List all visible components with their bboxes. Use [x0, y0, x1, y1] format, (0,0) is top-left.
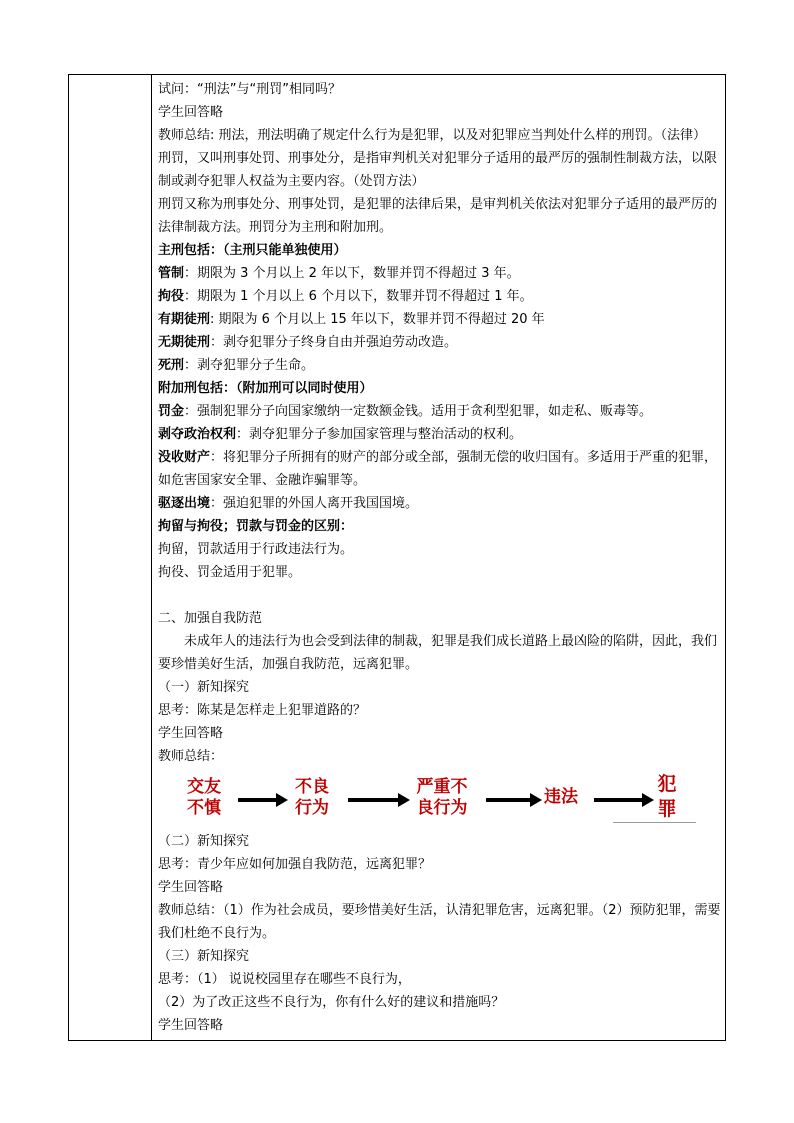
- definition: ：将犯罪分子所拥有的财产的部分或全部，强制无偿的收归国有。多适用于严重的犯罪，如危害国家安全罪、金融诈骗罪等。: [158, 450, 718, 488]
- definition-line: [158, 423, 721, 446]
- definition: ：剥夺犯罪分子生命。: [184, 358, 315, 373]
- blank-line: [158, 584, 721, 607]
- definition: ：强制犯罪分子向国家缴纳一定数额金钱。适用于贪利型犯罪，如走私、贩毒等。: [184, 404, 653, 419]
- question-line: 思考：陈某是怎样走上犯罪道路的？: [158, 703, 367, 718]
- subsection-label: （三）新知探究: [158, 949, 250, 964]
- student-answer: 学生回答略: [158, 105, 224, 120]
- subsection-label: （二）新知探究: [158, 834, 250, 849]
- student-answer: 学生回答略: [158, 726, 224, 741]
- divider: [613, 822, 696, 823]
- teacher-summary: 教师总结：: [158, 749, 224, 764]
- definition: : 期限为 6 个月以上 15 年以下，数罪并罚不得超过 20 年: [210, 312, 545, 327]
- step-label: 不良 行为: [295, 777, 329, 818]
- section-heading: 拘留与拘役；罚款与罚金的区别：: [158, 519, 354, 534]
- definition-line: [158, 308, 721, 331]
- definition-line: [158, 331, 721, 354]
- term: 管制: [158, 266, 185, 281]
- student-answer: 学生回答略: [158, 880, 224, 895]
- question-line: （2）为了改正这些不良行为，你有什么好的建议和措施吗？: [158, 995, 505, 1010]
- term: 拘役: [158, 289, 185, 304]
- arrow-right-icon: [238, 798, 278, 802]
- definition: ：强迫犯罪的外国人离开我国国境。: [210, 496, 419, 511]
- paragraph: 刑罚，又叫刑事处罚、刑事处分，是指审判机关对犯罪分子适用的最严厉的强制性制裁方法，以限制或剥夺犯罪人权益为主要内容。（处罚方法）: [158, 151, 718, 189]
- definition-line: [158, 354, 721, 377]
- arrow-right-icon: [348, 798, 400, 802]
- question-line: 思考：（1） 说说校园里存在哪些不良行为，: [158, 972, 411, 987]
- content-cell: [158, 78, 721, 1037]
- paragraph: 刑罚又称为刑事处分、刑事处罚，是犯罪的法律后果，是审判机关依法对犯罪分子适用的最严厉的法律制裁方法。刑罚分为主刑和附加刑。: [158, 197, 718, 235]
- definition: ：剥夺犯罪分子参加国家管理与整治活动的权利。: [236, 427, 523, 442]
- step-label: 严重不 良行为: [416, 777, 468, 818]
- paragraph: 拘役、罚金适用于犯罪。: [158, 565, 302, 580]
- definition-line: [158, 285, 721, 308]
- definition: ：期限为 1 个月以上 6 个月以下，数罪并罚不得超过 1 年。: [184, 289, 533, 304]
- column-divider: [151, 75, 152, 1040]
- section-title: 二、加强自我防范: [158, 611, 263, 626]
- teacher-summary: 教师总结: 刑法，刑法明确了规定什么行为是犯罪，以及对犯罪应当判处什么样的刑罚。（法律）: [158, 128, 707, 143]
- step-label: 犯 罪: [657, 773, 677, 820]
- crime-path-diagram: [158, 770, 721, 826]
- term: 罚金: [158, 404, 185, 419]
- definition-line: [158, 400, 721, 423]
- definition-line: [158, 492, 721, 515]
- definition: ：剥夺犯罪分子终身自由并强迫劳动改造。: [210, 335, 458, 350]
- term: 有期徒刑: [158, 312, 211, 327]
- student-answer: 学生回答略: [158, 1018, 224, 1033]
- term: 没收财产: [158, 450, 211, 465]
- paragraph: 拘留，罚款适用于行政违法行为。: [158, 542, 354, 557]
- section-heading: 主刑包括：（主刑只能单独使用）: [158, 243, 347, 258]
- section-heading: 附加刑包括：（附加刑可以同时使用）: [158, 381, 373, 396]
- paragraph: 未成年人的违法行为也会受到法律的制裁，犯罪是我们成长道路上最凶险的陷阱，因此，我们要珍惜美好生活，加强自我防范，远离犯罪。: [158, 634, 718, 672]
- term: 死刑: [158, 358, 185, 373]
- lesson-table: [68, 74, 726, 1041]
- teacher-summary: 教师总结：（1）作为社会成员，要珍惜美好生活，认清犯罪危害，远离犯罪。（2）预防犯罪，需要我们杜绝不良行为。: [158, 903, 721, 941]
- term: 无期徒刑: [158, 335, 211, 350]
- step-label: 交友 不慎: [187, 777, 221, 818]
- subsection-label: （一）新知探究: [158, 680, 250, 695]
- arrow-right-icon: [486, 798, 532, 802]
- term: 驱逐出境: [158, 496, 211, 511]
- definition-line: [158, 262, 721, 285]
- definition: ：期限为 3 个月以上 2 年以下，数罪并罚不得超过 3 年。: [184, 266, 520, 281]
- question-line: 试问：“刑法”与“刑罚”相同吗？: [158, 82, 341, 97]
- arrow-right-icon: [594, 798, 644, 802]
- question-line: 思考：青少年应如何加强自我防范，远离犯罪？: [158, 857, 432, 872]
- term: 剥夺政治权利: [158, 427, 237, 442]
- step-label: 违法: [544, 787, 578, 807]
- definition-line: [158, 446, 721, 492]
